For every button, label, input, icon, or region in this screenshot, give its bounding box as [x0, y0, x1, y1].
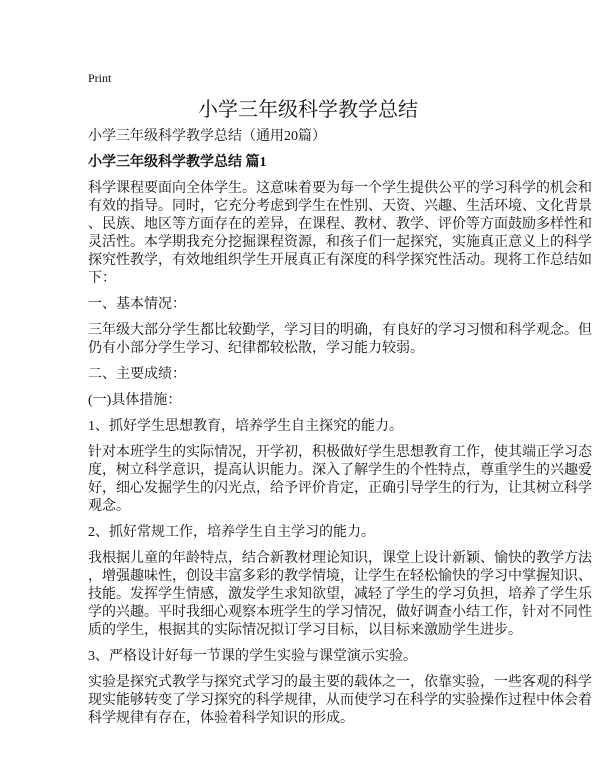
paragraph-line: 我根据儿童的年龄特点，结合新教材理论知识，课堂上设计新颖、愉快的教学方法: [88, 551, 592, 566]
paragraph: [88, 674, 592, 728]
paragraph-line: 有效的指导。同时，它充分考虑到学生在性别、天资、兴趣、生活环境、文化背景: [88, 199, 592, 214]
paragraph: [88, 418, 528, 436]
section-heading: 小学三年级科学教学总结 篇1: [88, 155, 267, 170]
document-page: [88, 70, 592, 736]
document-body: [88, 180, 592, 728]
paragraph-line: 二、主要成绩：: [88, 367, 186, 382]
paragraph: [88, 322, 592, 358]
paragraph-line: 1、抓好学生思想教育，培养学生自主探究的能力。: [88, 419, 403, 434]
paragraph: [88, 366, 528, 384]
paragraph: [88, 180, 592, 288]
paragraph-line: 实验是探究式教学与探究式学习的最主要的载体之一，依靠实验，一些客观的科学: [88, 675, 592, 690]
paragraph-line: 、民族、地区等方面存在的差异，在课程、教材、教学、评价等方面鼓励多样性和: [88, 217, 592, 232]
paragraph: [88, 296, 528, 314]
paragraph: [88, 444, 592, 516]
paragraph-line: ，增强趣味性，创设丰富多彩的教学情境，让学生在轻松愉快的学习中掌握知识、: [88, 569, 592, 584]
paragraph-line: 一、基本情况：: [88, 297, 186, 312]
paragraph-line: 技能。发挥学生情感，激发学生求知欲望，减轻了学生的学习负担，培养了学生乐: [88, 587, 592, 602]
document-title: 小学三年级科学教学总结: [198, 97, 418, 121]
paragraph-line: 针对本班学生的实际情况，开学初，积极做好学生思想教育工作，使其端正学习态: [88, 445, 592, 460]
paragraph-line: 灵活性。本学期我充分挖掘课程资源，和孩子们一起探究，实施真正意义上的科学: [88, 235, 592, 250]
paragraph: [88, 648, 528, 666]
print-label: Print: [88, 71, 112, 85]
paragraph-line: 三年级大部分学生都比较勤学，学习目的明确，有良好的学习习惯和科学观念。但: [88, 323, 592, 338]
paragraph-line: 科学课程要面向全体学生。这意味着要为每一个学生提供公平的学习科学的机会和: [88, 181, 592, 196]
paragraph-line: 探究性教学，有效地组织学生开展真正有深度的科学探究性活动。现将工作总结如: [88, 253, 592, 268]
paragraph: [88, 550, 592, 640]
paragraph-line: 仍有小部分学生学习、纪律都较松散，学习能力较弱。: [88, 341, 424, 356]
paragraph-line: 3、严格设计好每一节课的学生实验与课堂演示实验。: [88, 649, 417, 664]
paragraph: [88, 392, 528, 410]
paragraph-line: (一)具体措施：: [88, 393, 182, 408]
paragraph-line: 现实能够转变了学习探究的科学规律，从而使学习在科学的实验操作过程中体会着: [88, 693, 592, 708]
paragraph: [88, 524, 528, 542]
paragraph-line: 学的兴趣。平时我细心观察本班学生的学习情况，做好调查小结工作，针对不同性: [88, 605, 592, 620]
paragraph-line: 下：: [88, 271, 116, 286]
paragraph-line: 度，树立科学意识，提高认识能力。深入了解学生的个性特点，尊重学生的兴趣爱: [88, 463, 592, 478]
paragraph-line: 科学规律有存在，体验着科学知识的形成。: [88, 711, 354, 726]
paragraph-line: 好，细心发掘学生的闪光点，给予评价肯定，正确引导学生的行为，让其树立科学: [88, 481, 592, 496]
paragraph-line: 2、抓好常规工作，培养学生自主学习的能力。: [88, 525, 375, 540]
paragraph-line: 质的学生，根据其的实际情况拟订学习目标，以目标来激励学生进步。: [88, 623, 522, 638]
document-subtitle: 小学三年级科学教学总结（通用20篇）: [88, 129, 326, 144]
paragraph-line: 观念。: [88, 499, 130, 514]
